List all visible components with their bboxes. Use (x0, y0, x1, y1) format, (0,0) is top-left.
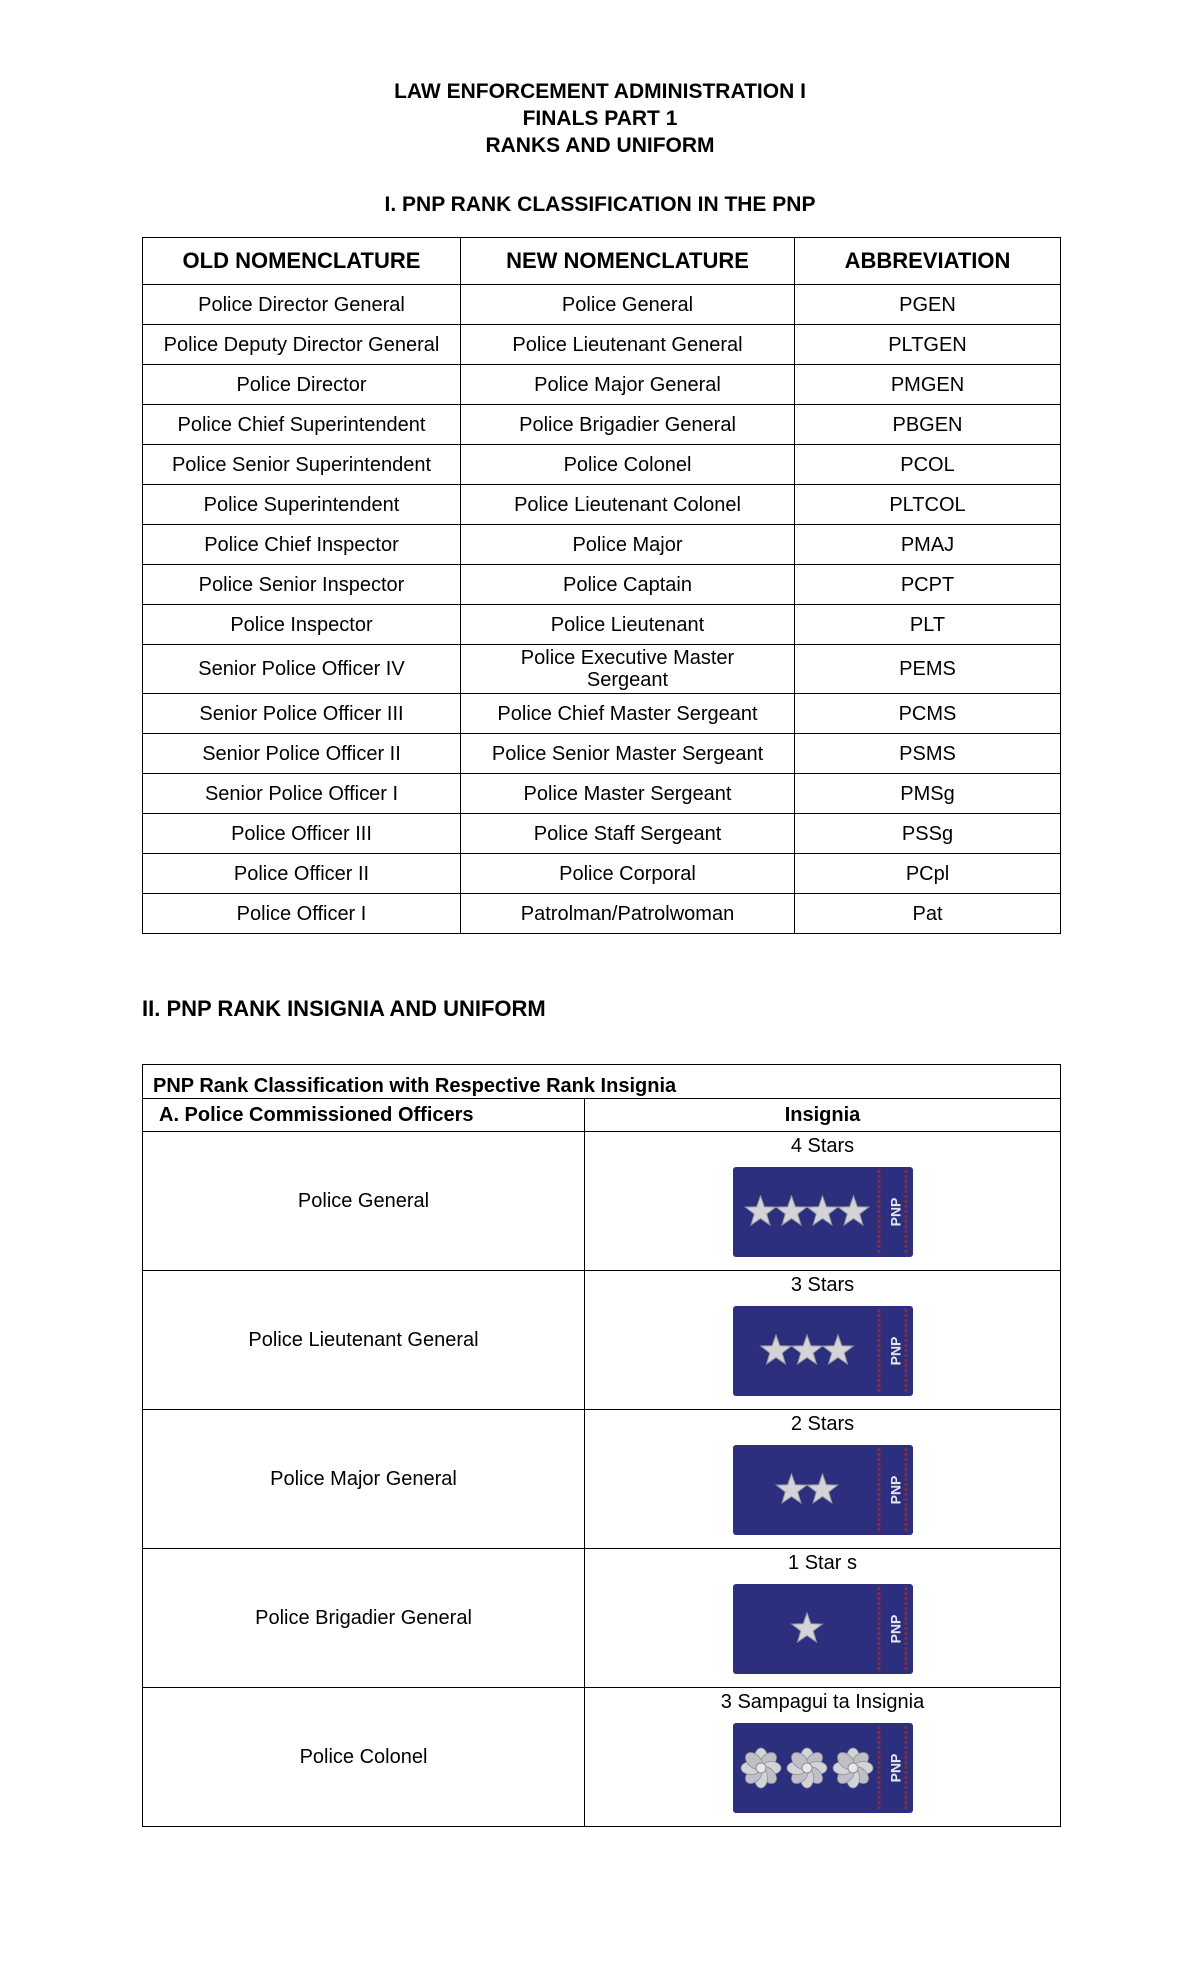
insignia-table (142, 1064, 1061, 1827)
insignia-row (143, 1271, 1061, 1410)
abbreviation-cell: Pat (795, 894, 1061, 934)
old-nomenclature-cell: Police Inspector (143, 605, 461, 645)
old-nomenclature-cell: Police Deputy Director General (143, 325, 461, 365)
abbreviation-cell: PLTCOL (795, 485, 1061, 525)
abbreviation-cell: PEMS (795, 645, 1061, 694)
table-row (143, 365, 1061, 405)
insignia-row (143, 1549, 1061, 1688)
col-new-nomenclature: NEW NOMENCLATURE (461, 238, 795, 285)
table-row (143, 894, 1061, 934)
table-row (143, 565, 1061, 605)
col-insignia: Insignia (585, 1099, 1061, 1132)
insignia-cell (585, 1410, 1061, 1549)
section1-title: I. PNP RANK CLASSIFICATION IN THE PNP (384, 193, 816, 216)
old-nomenclature-cell: Police Chief Superintendent (143, 405, 461, 445)
table-row (143, 734, 1061, 774)
old-nomenclature-cell: Police Senior Inspector (143, 565, 461, 605)
old-nomenclature-cell: Police Officer II (143, 854, 461, 894)
table-row (143, 854, 1061, 894)
table-row (143, 774, 1061, 814)
table-row (143, 325, 1061, 365)
rank-insignia-badge (732, 1583, 914, 1675)
insignia-cell (585, 1549, 1061, 1688)
insignia-label: 4 Stars (790, 1135, 855, 1157)
badge-pnp-text: PNP (887, 1475, 904, 1505)
new-nomenclature-cell: Police Lieutenant (461, 605, 795, 645)
insignia-table-caption: PNP Rank Classification with Respective Rank Insignia (143, 1065, 1061, 1099)
table-row (143, 285, 1061, 325)
table-row (143, 485, 1061, 525)
insignia-label: 2 Stars (790, 1413, 855, 1435)
rank-name-cell: Police General (143, 1132, 585, 1271)
old-nomenclature-cell: Police Chief Inspector (143, 525, 461, 565)
rank-name-cell: Police Major General (143, 1410, 585, 1549)
abbreviation-cell: PCMS (795, 694, 1061, 734)
insignia-cell (585, 1271, 1061, 1410)
abbreviation-cell: PLT (795, 605, 1061, 645)
abbreviation-cell: PBGEN (795, 405, 1061, 445)
insignia-cell (585, 1688, 1061, 1827)
table-row (143, 405, 1061, 445)
rank-name-cell: Police Brigadier General (143, 1549, 585, 1688)
rank-name-cell: Police Lieutenant General (143, 1271, 585, 1410)
table-row (143, 445, 1061, 485)
old-nomenclature-cell: Police Officer I (143, 894, 461, 934)
old-nomenclature-cell: Senior Police Officer IV (143, 645, 461, 694)
badge-pnp-text: PNP (887, 1197, 904, 1227)
new-nomenclature-cell: Police Master Sergeant (461, 774, 795, 814)
abbreviation-cell: PSMS (795, 734, 1061, 774)
new-nomenclature-cell: Police Captain (461, 565, 795, 605)
insignia-label: 1 Star s (788, 1552, 857, 1574)
abbreviation-cell: PSSg (795, 814, 1061, 854)
abbreviation-cell: PMAJ (795, 525, 1061, 565)
new-nomenclature-cell: Police Brigadier General (461, 405, 795, 445)
rank-name-cell: Police Colonel (143, 1688, 585, 1827)
new-nomenclature-cell: Police Senior Master Sergeant (461, 734, 795, 774)
new-nomenclature-cell: Police Colonel (461, 445, 795, 485)
old-nomenclature-cell: Senior Police Officer I (143, 774, 461, 814)
table-row (143, 525, 1061, 565)
badge-pnp-text: PNP (887, 1753, 904, 1783)
old-nomenclature-cell: Senior Police Officer II (143, 734, 461, 774)
old-nomenclature-cell: Police Director General (143, 285, 461, 325)
old-nomenclature-cell: Senior Police Officer III (143, 694, 461, 734)
abbreviation-cell: PGEN (795, 285, 1061, 325)
insignia-row (143, 1688, 1061, 1827)
old-nomenclature-cell: Police Superintendent (143, 485, 461, 525)
table-row (143, 814, 1061, 854)
section2-title: II. PNP RANK INSIGNIA AND UNIFORM (142, 996, 546, 1021)
new-nomenclature-cell: Police Corporal (461, 854, 795, 894)
table-header-row (143, 238, 1061, 285)
insignia-row (143, 1410, 1061, 1549)
doc-title-line3: RANKS AND UNIFORM (485, 134, 715, 157)
new-nomenclature-cell: Police General (461, 285, 795, 325)
new-nomenclature-cell: Patrolman/Patrolwoman (461, 894, 795, 934)
table-row (143, 605, 1061, 645)
doc-title-line1: LAW ENFORCEMENT ADMINISTRATION I (394, 80, 806, 103)
badge-pnp-text: PNP (887, 1614, 904, 1644)
abbreviation-cell: PCPT (795, 565, 1061, 605)
sampaguita-icon (787, 1748, 827, 1788)
col-commissioned-officers: A. Police Commissioned Officers (143, 1099, 585, 1132)
doc-title-line2: FINALS PART 1 (522, 107, 678, 130)
table-row (143, 694, 1061, 734)
abbreviation-cell: PCpl (795, 854, 1061, 894)
rank-insignia-badge (732, 1722, 914, 1814)
abbreviation-cell: PCOL (795, 445, 1061, 485)
old-nomenclature-cell: Police Director (143, 365, 461, 405)
insignia-cell (585, 1132, 1061, 1271)
rank-insignia-badge (732, 1444, 914, 1536)
abbreviation-cell: PMGEN (795, 365, 1061, 405)
old-nomenclature-cell: Police Officer III (143, 814, 461, 854)
col-old-nomenclature: OLD NOMENCLATURE (143, 238, 461, 285)
insignia-table-body (143, 1065, 1061, 1827)
abbreviation-cell: PLTGEN (795, 325, 1061, 365)
sampaguita-icon (741, 1748, 781, 1788)
badge-pnp-text: PNP (887, 1336, 904, 1366)
rank-insignia-badge (732, 1166, 914, 1258)
badge-background (733, 1306, 913, 1396)
new-nomenclature-cell: Police Major (461, 525, 795, 565)
abbreviation-cell: PMSg (795, 774, 1061, 814)
insignia-row (143, 1132, 1061, 1271)
insignia-label: 3 Stars (790, 1274, 855, 1296)
new-nomenclature-cell: Police Chief Master Sergeant (461, 694, 795, 734)
insignia-label: 3 Sampagui ta Insignia (720, 1691, 925, 1713)
new-nomenclature-cell: Police Lieutenant General (461, 325, 795, 365)
new-nomenclature-cell: Police Major General (461, 365, 795, 405)
col-abbreviation: ABBREVIATION (795, 238, 1061, 285)
new-nomenclature-cell: Police Executive Master Sergeant (461, 645, 795, 694)
rank-insignia-badge (732, 1305, 914, 1397)
table-row (143, 645, 1061, 694)
rank-classification-table (142, 237, 1061, 934)
old-nomenclature-cell: Police Senior Superintendent (143, 445, 461, 485)
new-nomenclature-cell: Police Lieutenant Colonel (461, 485, 795, 525)
rank-table-body (143, 285, 1061, 934)
new-nomenclature-cell: Police Staff Sergeant (461, 814, 795, 854)
badge-background (733, 1584, 913, 1674)
sampaguita-icon (833, 1748, 873, 1788)
